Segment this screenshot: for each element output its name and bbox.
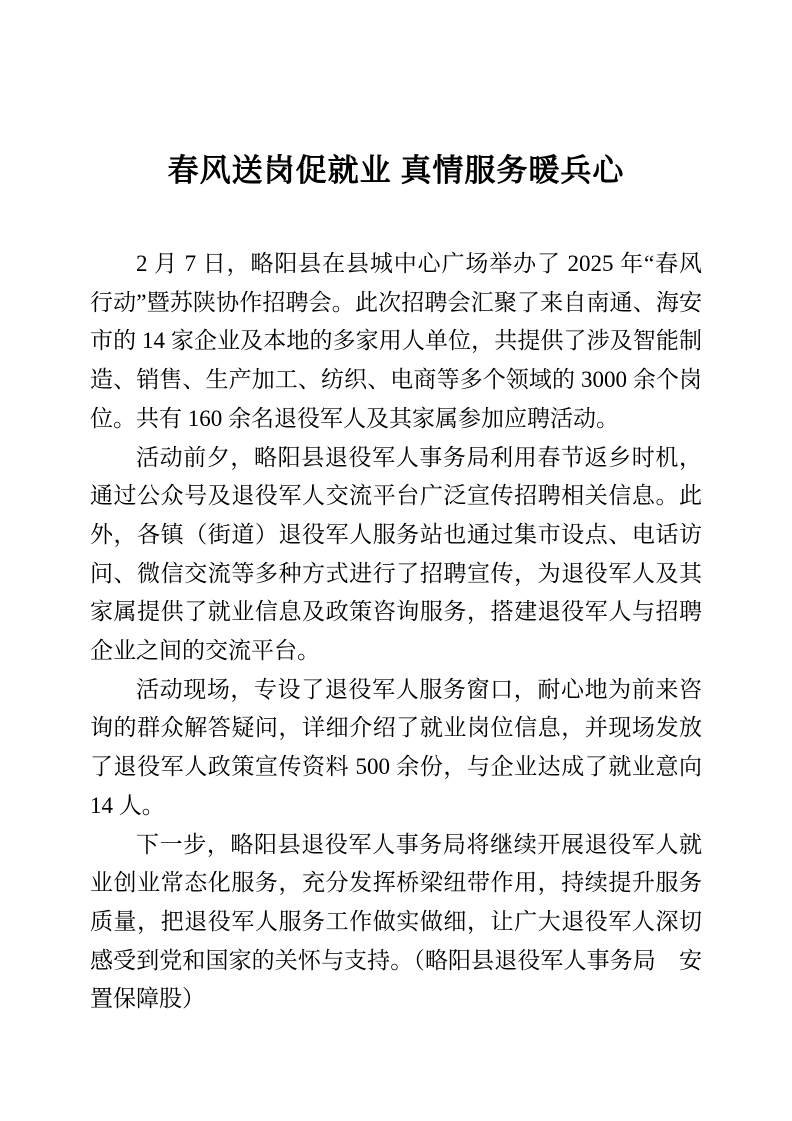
paragraph-2: 活动前夕，略阳县退役军人事务局利用春节返乡时机，通过公众号及退役军人交流平台广泛宣传招聘相关信息。此外，各镇（街道）退役军人服务站也通过集市设点、电话访问、微信交流等多种方式进行了招聘宣传，为退役军人及其家属提供了就业信息及政策咨询服务，搭建退役军人与招聘企业之间的交流平台。	[90, 444, 702, 664]
paragraph-1: 2 月 7 日，略阳县在县城中心广场举办了 2025 年“春风行动”暨苏陕协作招聘会。此次招聘会汇聚了来自南通、海安市的 14 家企业及本地的多家用人单位，共提供了涉及智能制造、销售、生产加工、纺织、电商等多个领域的 3000 余个岗位。共有 160 余名退役军人及其家属参加应聘活动。	[90, 251, 702, 431]
document-title: 春风送岗促就业 真情服务暖兵心	[167, 153, 625, 188]
paragraph-3: 活动现场，专设了退役军人服务窗口，耐心地为前来咨询的群众解答疑问，详细介绍了就业岗位信息，并现场发放了退役军人政策宣传资料 500 余份，与企业达成了就业意向 14 人。	[90, 676, 702, 818]
paragraph-4: 下一步，略阳县退役军人事务局将继续开展退役军人就业创业常态化服务，充分发挥桥梁纽带作用，持续提升服务质量，把退役军人服务工作做实做细，让广大退役军人深切感受到党和国家的关怀与支持。（略阳县退役军人事务局 安置保障股）	[90, 831, 702, 1012]
document-body	[90, 245, 702, 1019]
